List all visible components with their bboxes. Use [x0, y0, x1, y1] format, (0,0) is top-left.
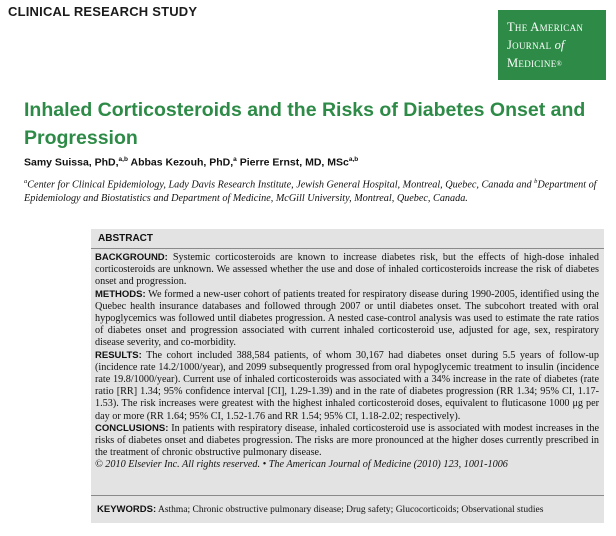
article-title: Inhaled Corticosteroids and the Risks of Diabetes Onset and Progression — [24, 99, 586, 149]
affiliation-marker: b — [534, 178, 538, 185]
affiliation-marker: a — [24, 178, 28, 185]
citation-line: © 2010 Elsevier Inc. All rights reserved. • The American Journal of Medicine (2010) 123, 1001-1006 — [95, 459, 508, 471]
affiliation-b: Department of Epidemiology and Biostatistics and Department of Medicine, McGill University, Montreal, Quebec, Canada. — [24, 179, 597, 205]
journal-logo — [498, 10, 606, 80]
keywords-text: Asthma; Chronic obstructive pulmonary disease; Drug safety; Glucocorticoids; Observational studies — [157, 505, 544, 515]
affiliation-a: Center for Clinical Epidemiology, Lady Davis Research Institute, Jewish General Hospital, Montreal, Quebec, Canada and — [27, 179, 532, 191]
abstract-conclusions — [95, 423, 599, 460]
registered-mark: ® — [556, 60, 562, 68]
abstract-methods — [95, 289, 599, 350]
author-list — [24, 156, 358, 169]
background-label: BACKGROUND: — [95, 252, 168, 263]
results-label: RESULTS: — [95, 349, 142, 361]
journal-logo-line2 — [507, 36, 598, 54]
conclusions-label: CONCLUSIONS: — [95, 422, 169, 434]
author-affiliation-marker: a — [233, 156, 237, 163]
abstract-heading: ABSTRACT — [91, 229, 604, 249]
journal-logo-line1: The American — [507, 20, 584, 34]
conclusions-text: In patients with respiratory disease, inhaled corticosteroid use is associated with modest increases in the risks of diabetes onset and diabetes progression. The risks are more pronounced at the higher doses currently prescribed in the treatment of chronic obstructive pulmonary disease. — [95, 422, 600, 459]
journal-logo-journal: Journal — [507, 38, 552, 52]
author-affiliation-marker: a,b — [118, 156, 128, 163]
author-name: Pierre Ernst, MD, MSc — [239, 156, 349, 169]
section-label: CLINICAL RESEARCH STUDY — [8, 4, 198, 19]
abstract-body — [95, 252, 599, 472]
abstract-background — [95, 252, 599, 289]
author-name: Samy Suissa, PhD, — [24, 156, 119, 169]
keywords-label: KEYWORDS: — [97, 504, 157, 515]
methods-label: METHODS: — [95, 288, 146, 300]
abstract-results — [95, 350, 599, 423]
affiliations — [24, 175, 599, 206]
journal-logo-line3 — [507, 54, 598, 73]
methods-text: We formed a new-user cohort of patients treated for respiratory disease during 1990-2005, identified using the Quebec health insurance databases and followed through 2007 or until diabetes onset. The subcohort treated with oral hypoglycemics was followed until diabetes progression. A nested case-control analysis was used to estimate the rate ratios of diabetes onset and progression associated with current inhaled corticosteroid use, adjusted for age, sex, respiratory disease severity, and co-morbidity. — [95, 288, 599, 349]
abstract-box — [91, 229, 604, 523]
author-affiliation-marker: a,b — [348, 156, 359, 163]
results-text: The cohort included 388,584 patients, of whom 30,167 had diabetes onset during 5.5 years of follow-up (incidence rate 14.2/1000/year), and 2099 subsequently progressed from oral hypoglycemic treatment to insulin (incidence rate 19.8/1000/year). Current use of inhaled corticosteroids was associated with a 34% increase in the rate of diabetes (rate ratio [RR] 1.34; 95% confidence interval [CI], 1.29-1.39) and in the rate of diabetes progression (RR 1.34; 95% CI, 1.17-1.53). The risk increases were greatest with the highest inhaled corticosteroid doses, equivalent to fluticasone 1000 μg per day or more (RR 1.64; 95% CI, 1.52-1.76 and RR 1.54; 95% CI, 1.18-2.02; respectively). — [95, 349, 599, 422]
journal-logo-medicine: Medicine — [507, 56, 557, 70]
background-text: Systemic corticosteroids are known to increase diabetes risk, but the effects of high-dose inhaled corticosteroids are unknown. We assessed whether the use and dose of inhaled corticosteroids increase the risk of diabetes onset and progression. — [95, 252, 599, 288]
journal-logo-of: of — [554, 38, 565, 52]
keywords-row — [91, 495, 604, 523]
author-name: Abbas Kezouh, PhD, — [130, 156, 234, 169]
